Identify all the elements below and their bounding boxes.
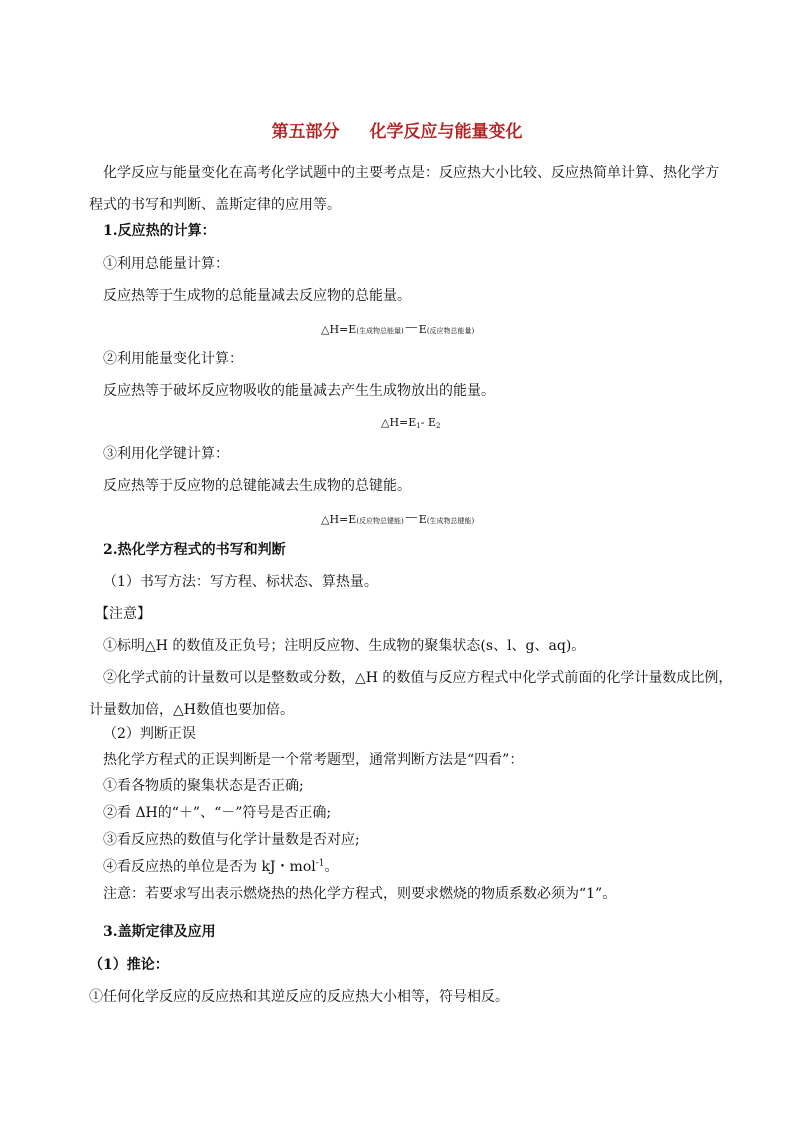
check-item-3: ③看反应热的数值与化学计量数是否对应; (103, 832, 360, 848)
method-1-text: 反应热等于生成物的总能量减去反应物的总能量。 (103, 288, 411, 304)
method-3-label: ③利用化学键计算： (103, 446, 229, 462)
method-1-label: ①利用总能量计算： (103, 256, 229, 272)
note-heading: 【注意】 (95, 606, 151, 622)
method-2-text: 反应热等于破坏反应物吸收的能量减去产生生成物放出的能量。 (103, 383, 495, 399)
check-item-1: ①看各物质的聚集状态是否正确; (103, 778, 304, 794)
note-item-1: ①标明△H 的数值及正负号；注明反应物、生成物的聚集状态(s、l、g、aq)。 (103, 638, 586, 654)
formula-energy-change: △H=E1- E2 (381, 416, 441, 430)
judge-heading: （2）判断正误 (103, 726, 196, 742)
intro-line-1: 化学反应与能量变化在高考化学试题中的主要考点是：反应热大小比较、反应热简单计算、热化学方 (103, 165, 719, 181)
title-part: 第五部分 (271, 122, 340, 142)
check-item-2: ②看 ΔH的“＋”、“－”符号是否正确; (103, 805, 332, 821)
note-item-2-line-2: 计量数加倍，△H数值也要加倍。 (89, 702, 294, 718)
writing-method: （1）书写方法：写方程、标状态、算热量。 (103, 574, 378, 590)
combustion-note: 注意：若要求写出表示燃烧热的热化学方程式，则要求燃烧的物质系数必须为“1”。 (103, 886, 617, 902)
note-item-2-line-1: ②化学式前的计量数可以是整数或分数，△H 的数值与反应方程式中化学式前面的化学计量数成比例， (103, 670, 733, 686)
title-topic: 化学反应与能量变化 (369, 122, 523, 142)
section-2-heading: 2.热化学方程式的书写和判断 (103, 542, 286, 558)
method-2-label: ②利用能量变化计算： (103, 351, 243, 367)
method-3-text: 反应热等于反应物的总键能减去生成物的总键能。 (103, 478, 411, 494)
page-title (0, 120, 794, 144)
section-3-heading: 3.盖斯定律及应用 (103, 924, 216, 940)
judge-text: 热化学方程式的正误判断是一个常考题型，通常判断方法是“四看”： (103, 752, 524, 768)
intro-line-2: 程式的书写和判断、盖斯定律的应用等。 (89, 197, 341, 213)
formula-bond-energy: △H=E(反应物总键能)－E(生成物总键能) (321, 509, 475, 527)
inference-heading: （1）推论： (89, 957, 169, 973)
check-item-4: ④看反应热的单位是否为 kJ・mol$^{-1}$。 (103, 858, 339, 875)
inference-item-1: ①任何化学反应的反应热和其逆反应的反应热大小相等，符号相反。 (89, 989, 509, 1005)
section-1-heading: 1.反应热的计算： (103, 223, 216, 239)
formula-total-energy: △H=E(生成物总能量)－E(反应物总能量) (321, 319, 475, 337)
